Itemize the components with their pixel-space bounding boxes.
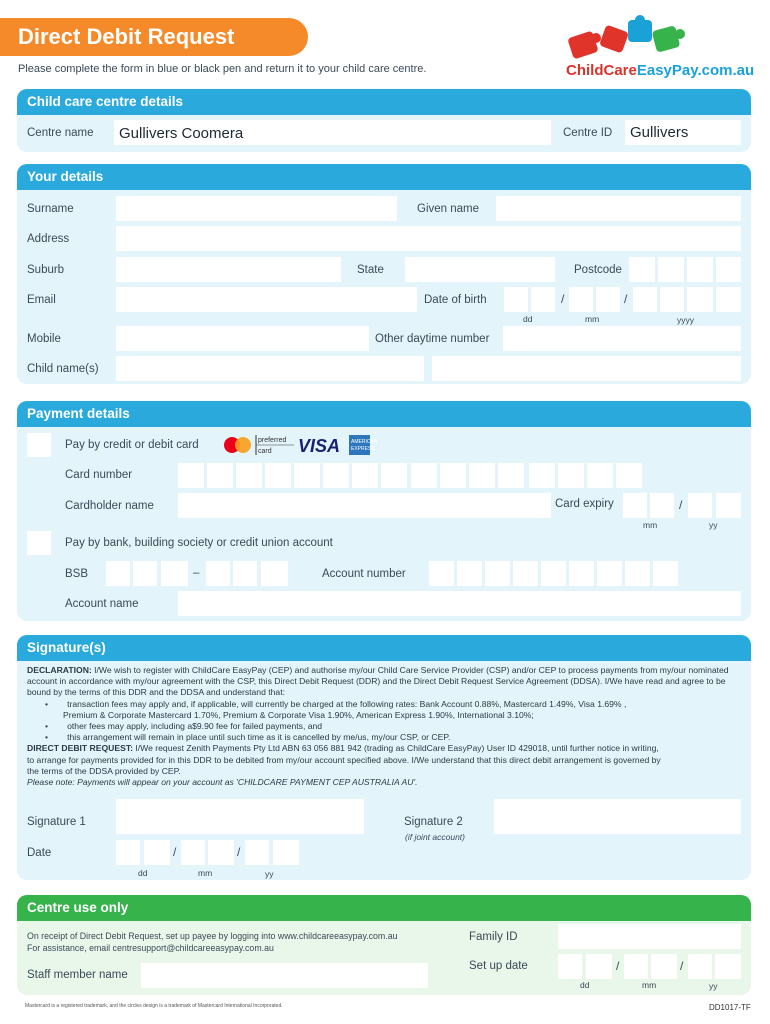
- account-number-digit-8[interactable]: [625, 561, 650, 586]
- card-number-digit-11[interactable]: [469, 463, 495, 488]
- preferred-card-icon: [256, 435, 294, 455]
- postcode-digit-4[interactable]: [716, 257, 741, 282]
- surname-field[interactable]: [116, 196, 397, 221]
- card-number-digit-12[interactable]: [498, 463, 524, 488]
- logo-wordmark: ChildCareEasyPay.com.au: [566, 62, 755, 79]
- dob-yyyy-hint: yyyy: [677, 315, 694, 325]
- mobile-field[interactable]: [116, 326, 369, 351]
- surname-label: Surname: [27, 203, 74, 215]
- section-heading: Centre use only: [17, 895, 751, 921]
- signature-section: [17, 635, 751, 880]
- dob-separator: /: [561, 292, 565, 306]
- bank-option-label: Pay by bank, building society or credit union account: [65, 537, 333, 549]
- address-label: Address: [27, 233, 70, 245]
- postcode-digit-3[interactable]: [687, 257, 713, 282]
- other-phone-field[interactable]: [503, 326, 741, 351]
- payment-details-section: [17, 401, 751, 621]
- given-name-label: Given name: [417, 203, 480, 215]
- setup-date-day-1[interactable]: [558, 954, 582, 979]
- state-label: State: [357, 264, 384, 276]
- expiry-mm-hint: mm: [643, 520, 658, 530]
- card-payment-checkbox[interactable]: [27, 433, 51, 457]
- centre-use-info-1: On receipt of Direct Debit Request, set up payee by logging into www.childcareeasypay.com.au: [27, 931, 398, 941]
- account-number-digit-5[interactable]: [541, 561, 566, 586]
- section-heading: Your details: [17, 164, 751, 190]
- setup-date-separator: /: [616, 959, 620, 973]
- centre-use-section: [17, 895, 751, 995]
- expiry-year-1[interactable]: [688, 493, 712, 518]
- visa-icon: [298, 436, 340, 456]
- card-expiry-label: Card expiry: [555, 498, 614, 510]
- email-field[interactable]: [116, 287, 417, 312]
- setup-date-separator: /: [680, 959, 684, 973]
- childcare-easypay-logo: [562, 14, 755, 84]
- sign-mm-hint: mm: [198, 868, 213, 878]
- postcode-label: Postcode: [574, 264, 622, 276]
- account-name-field[interactable]: [178, 591, 741, 616]
- card-number-digit-6[interactable]: [323, 463, 349, 488]
- card-brand-logos: [222, 434, 378, 456]
- centre-id-label: Centre ID: [563, 127, 613, 139]
- cardholder-field[interactable]: [178, 493, 551, 518]
- account-number-label: Account number: [322, 568, 406, 580]
- expiry-month-1[interactable]: [623, 493, 647, 518]
- puzzle-pieces-icon: [562, 14, 752, 64]
- setup-yy-hint: yy: [709, 981, 718, 991]
- bsb-label: BSB: [65, 568, 89, 580]
- postcode-digit-2[interactable]: [658, 257, 684, 282]
- dob-separator: /: [624, 292, 628, 306]
- account-number-digit-9[interactable]: [653, 561, 678, 586]
- account-number-digit-7[interactable]: [597, 561, 622, 586]
- card-number-digit-5[interactable]: [294, 463, 320, 488]
- section-heading: Payment details: [17, 401, 751, 427]
- card-number-digit-10[interactable]: [440, 463, 466, 488]
- card-number-digit-15[interactable]: [587, 463, 613, 488]
- card-number-digit-8[interactable]: [381, 463, 407, 488]
- sign-date-month-2[interactable]: [208, 840, 234, 865]
- card-number-digit-1[interactable]: [178, 463, 204, 488]
- email-label: Email: [27, 294, 56, 306]
- dob-mm-hint: mm: [585, 314, 600, 324]
- dob-label: Date of birth: [424, 294, 487, 306]
- svg-text:preferred: preferred: [258, 437, 287, 444]
- bsb-digit-1[interactable]: [106, 561, 130, 586]
- child-name-field-2[interactable]: [432, 356, 741, 381]
- signature-2-label: Signature 2: [404, 816, 463, 828]
- bsb-digit-2[interactable]: [133, 561, 157, 586]
- sign-date-day-2[interactable]: [144, 840, 170, 865]
- section-heading: Signature(s): [17, 635, 751, 661]
- dob-day-2[interactable]: [531, 287, 555, 312]
- account-number-digit-2[interactable]: [457, 561, 482, 586]
- card-number-digit-7[interactable]: [352, 463, 378, 488]
- card-number-digit-4[interactable]: [265, 463, 291, 488]
- setup-date-month-1[interactable]: [624, 954, 648, 979]
- card-number-digit-9[interactable]: [411, 463, 437, 488]
- dob-year-2[interactable]: [660, 287, 684, 312]
- dob-month-2[interactable]: [596, 287, 620, 312]
- sign-date-separator: /: [237, 845, 241, 859]
- given-name-field[interactable]: [496, 196, 741, 221]
- account-number-digit-1[interactable]: [429, 561, 454, 586]
- centre-id-value: Gullivers: [630, 124, 689, 141]
- dob-day-1[interactable]: [504, 287, 528, 312]
- sign-date-year-1[interactable]: [245, 840, 269, 865]
- child-names-label: Child name(s): [27, 363, 99, 375]
- mastercard-icon: [224, 437, 251, 453]
- bsb-digit-4[interactable]: [206, 561, 230, 586]
- other-phone-label: Other daytime number: [375, 333, 490, 345]
- suburb-field[interactable]: [116, 257, 341, 282]
- account-number-digit-6[interactable]: [569, 561, 594, 586]
- centre-name-label: Centre name: [27, 127, 94, 139]
- expiry-month-2[interactable]: [650, 493, 674, 518]
- signature-1-label: Signature 1: [27, 816, 86, 828]
- setup-date-year-2[interactable]: [715, 954, 741, 979]
- card-number-label: Card number: [65, 469, 133, 481]
- sign-date-year-2[interactable]: [273, 840, 299, 865]
- bank-payment-checkbox[interactable]: [27, 531, 51, 555]
- signature-2-field[interactable]: [494, 799, 741, 834]
- mobile-label: Mobile: [27, 333, 61, 345]
- card-option-label: Pay by credit or debit card: [65, 439, 199, 451]
- sign-date-label: Date: [27, 847, 52, 859]
- intro-text: Please complete the form in blue or black pen and return it to your child care centre.: [18, 63, 427, 75]
- sign-date-day-1[interactable]: [116, 840, 140, 865]
- centre-use-info-2: For assistance, email centresupport@childcareeasypay.com.au: [27, 943, 274, 953]
- staff-member-label: Staff member name: [27, 969, 128, 981]
- sign-date-month-1[interactable]: [181, 840, 205, 865]
- card-number-digit-13[interactable]: [529, 463, 555, 488]
- svg-text:AMERICAN: AMERICAN: [351, 439, 378, 445]
- centre-details-section: [17, 89, 751, 152]
- account-name-label: Account name: [65, 598, 139, 610]
- sign-yy-hint: yy: [265, 869, 274, 879]
- form-title: Direct Debit Request: [0, 18, 308, 56]
- svg-text:VISA: VISA: [298, 436, 341, 456]
- expiry-separator: /: [679, 498, 683, 512]
- card-number-digit-14[interactable]: [558, 463, 584, 488]
- setup-dd-hint: dd: [580, 980, 590, 990]
- your-details-section: [17, 164, 751, 384]
- svg-text:EXPRESS: EXPRESS: [351, 446, 375, 452]
- bsb-digit-3[interactable]: [161, 561, 188, 586]
- footer-trademark-note: Mastercard is a registered trademark, and the circles design is a trademark of Mastercard International Incorporated.: [25, 1003, 283, 1009]
- card-number-digit-16[interactable]: [616, 463, 642, 488]
- setup-date-label: Set up date: [469, 960, 528, 972]
- card-number-digit-3[interactable]: [236, 463, 262, 488]
- svg-text:card: card: [258, 448, 272, 455]
- family-id-label: Family ID: [469, 931, 518, 943]
- state-field[interactable]: [405, 257, 555, 282]
- bsb-dash: –: [193, 567, 200, 579]
- setup-date-year-1[interactable]: [688, 954, 712, 979]
- sign-dd-hint: dd: [138, 868, 148, 878]
- amex-icon: [349, 435, 378, 455]
- expiry-year-2[interactable]: [716, 493, 741, 518]
- dob-year-3[interactable]: [687, 287, 713, 312]
- child-name-field-1[interactable]: [116, 356, 424, 381]
- setup-date-month-2[interactable]: [651, 954, 677, 979]
- joint-account-note: (if joint account): [405, 832, 465, 842]
- bsb-digit-6[interactable]: [261, 561, 288, 586]
- section-heading: Child care centre details: [17, 89, 751, 115]
- bsb-digit-5[interactable]: [233, 561, 257, 586]
- staff-member-field[interactable]: [141, 963, 428, 988]
- dob-year-4[interactable]: [716, 287, 741, 312]
- suburb-label: Suburb: [27, 264, 65, 276]
- address-field[interactable]: [116, 226, 741, 251]
- setup-date-day-2[interactable]: [586, 954, 612, 979]
- sign-date-separator: /: [173, 845, 177, 859]
- centre-name-value: Gullivers Coomera: [119, 125, 244, 142]
- form-code: DD1017-TF: [709, 1003, 751, 1012]
- signature-1-field[interactable]: [116, 799, 364, 834]
- postcode-digit-1[interactable]: [629, 257, 655, 282]
- account-number-digit-4[interactable]: [513, 561, 538, 586]
- cardholder-label: Cardholder name: [65, 500, 154, 512]
- dob-month-1[interactable]: [569, 287, 593, 312]
- declaration-text: DECLARATION: I/We wish to register with ChildCare EasyPay (CEP) and authorise my/our Child Care Service Provider (CSP) and/or CEP to process payments from my/our nominated account in accordance with my/our agreement with the CSP, this Direct Debit Request (DDR) and the Direct Debit Request Service Agreement (DDSA). I/We have read and agree to be bound by the terms of this DDR and the DDSA and understand that: • transaction fees may apply and, if applicable, will currently be charged at the following rates: Bank Account 0.88%, Mastercard 1.49%, Visa 1.69% , Premium & Corporate Mastercard 1.70%, Premium & Corporate Visa 1.90%, American Express 1.90%, International 3.10%; • other fees may apply, including a$9.90 fee for failed payments, and • this arrangement will remain in place until such time as it is cancelled by me/us, my/our CSP, or CEP. DIRECT DEBIT REQUEST: I/We request Zenith Payments Pty Ltd ABN 63 056 881 942 (trading as ChildCare EasyPay) User ID 429018, until further notice in writing, to arrange for payments provided for in this DDR to be debited from my/our account specified above. I/We understand that this direct debit arrangement is governed by the terms of the DDSA provided by CEP. Please note: Payments will appear on your account as 'CHILDCARE PAYMENT CEP AUSTRALIA AU'.: [27, 665, 729, 788]
- dob-dd-hint: dd: [523, 314, 533, 324]
- expiry-yy-hint: yy: [709, 520, 718, 530]
- account-number-digit-3[interactable]: [485, 561, 510, 586]
- card-number-digit-2[interactable]: [207, 463, 233, 488]
- family-id-field[interactable]: [558, 924, 741, 949]
- dob-year-1[interactable]: [633, 287, 657, 312]
- setup-mm-hint: mm: [642, 980, 657, 990]
